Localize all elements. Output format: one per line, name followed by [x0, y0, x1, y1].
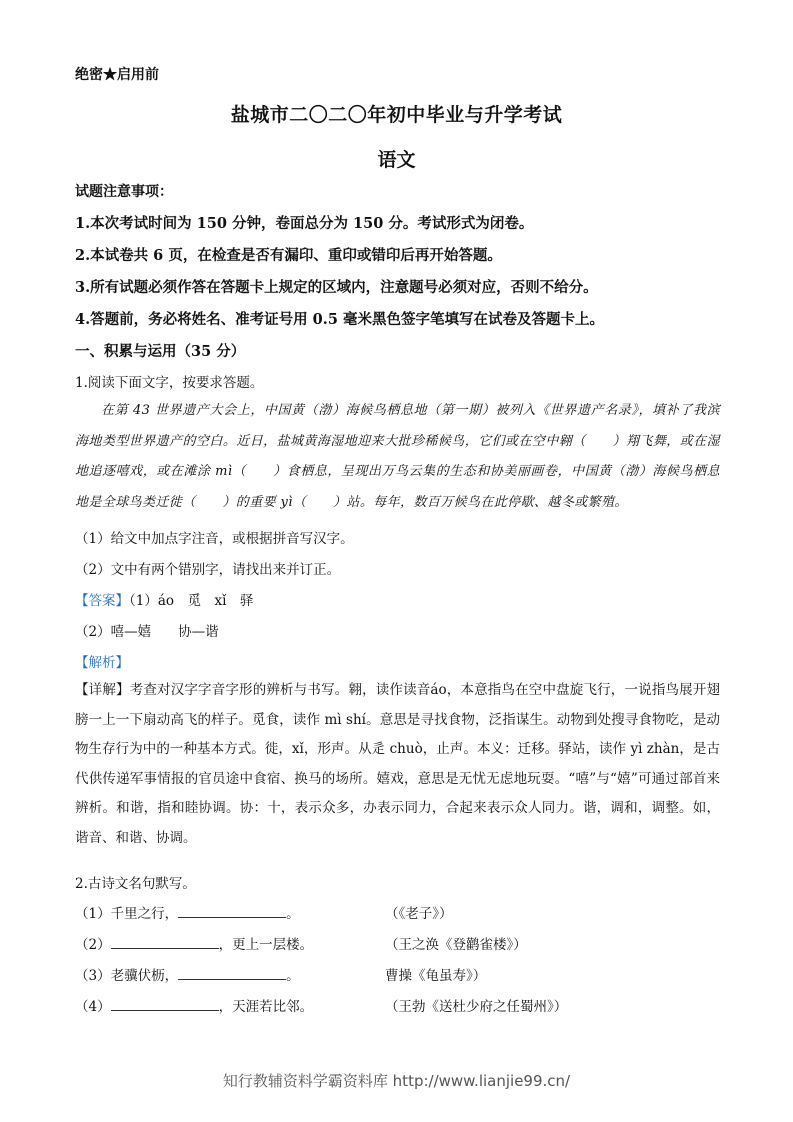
- line-text-after: ，更上一层楼。: [218, 937, 314, 953]
- line-number: （1）: [75, 906, 111, 922]
- answer-tag: 【答案】: [75, 593, 129, 609]
- recitation-line: [75, 933, 313, 953]
- question-1-passage: 在第 43 世界遗产大会上，中国黄（渤）海候鸟栖息地（第一期）被列入《世界遗产名录》，填补了我滨海地类型世界遗产的空白。近日，盐城黄海湿地迎来大批珍稀候鸟，它们或在空中翱（ ）翔飞舞，或在湿地追逐嘻戏，或在滩涂 mì（ ）食栖息，呈现出万鸟云集的生态和协美丽画卷，中国黄（渤）海候鸟栖息地是全球鸟类迁徙（ ）的重要 yì（ ）站。每年，数百万候鸟在此停歇、越冬或繁殖。: [75, 403, 720, 510]
- question-1-sub-2: （2）文中有两个错别字，请找出来并订正。: [75, 562, 341, 578]
- recitation-line: [75, 964, 300, 984]
- answer-blank[interactable]: [111, 936, 219, 949]
- subject-title: 语文: [377, 149, 416, 171]
- notice-heading: 试题注意事项：: [75, 184, 173, 200]
- line-text-before: 千里之行，: [110, 906, 179, 922]
- detail-analysis: [75, 676, 720, 853]
- notice-item: 3.所有试题必须作答在答题卡上规定的区域内，注意题号必须对应，否则不给分。: [75, 279, 598, 296]
- question-1-sub-1: （1）给文中加点字注音，或根据拼音写汉字。: [75, 531, 354, 547]
- line-source: （王之涣《登鹳雀楼》）: [385, 937, 527, 953]
- line-number: （3）: [75, 968, 111, 984]
- line-text-before: 老骥伏枥，: [110, 968, 179, 984]
- detail-tag: 【详解】: [75, 682, 130, 698]
- answer-blank[interactable]: [111, 998, 219, 1011]
- detail-text: 考查对汉字字音字形的辨析与书写。翱，读作读音áo，本意指鸟在空中盘旋飞行，一说指鸟展开翅膀一上一下扇动高飞的样子。觅食，读作 mì shí。意思是寻找食物，泛指谋生。动物到处搜寻食物吃，是动物生存行为中的一种基本方式。徙，xǐ，形声。从辵 chuò，止声。本义：迁移。驿站，读作 yì zhàn，是古代供传递军事情报的官员途中食宿、换马的场所。嬉戏，意思是无忧无虑地玩耍。“嘻”与“嬉”可通过部首来辨析。和谐，指和睦协调。协：十，表示众多，办表示同力，合起来表示众人同力。谐，调和，调整。如，谐音、和谐、协调。: [75, 682, 720, 846]
- notice-item: 4.答题前，务必将姓名、准考证号用 0.5 毫米黑色签字笔填写在试卷及答题卡上。: [75, 311, 604, 328]
- exam-title: 盐城市二〇二〇年初中毕业与升学考试: [230, 104, 563, 126]
- line-text-after: 。: [286, 906, 300, 922]
- line-number: （4）: [75, 999, 111, 1015]
- line-source: （《老子》）: [385, 906, 453, 922]
- line-source: （王勃《送杜少府之任蜀州》）: [385, 999, 568, 1015]
- notice-item: 2.本试卷共 6 页，在检查是否有漏印、重印或错印后再开始答题。: [75, 247, 502, 264]
- answer-line-1: [75, 589, 253, 609]
- question-2-stem: 2.古诗文名句默写。: [75, 876, 196, 892]
- line-text-after: 。: [286, 968, 300, 984]
- section-heading: 一、积累与运用（35 分）: [75, 343, 246, 360]
- recitation-line: [75, 995, 313, 1015]
- answer-2: （2）嘻—嬉 协—谐: [75, 624, 219, 640]
- confidential-label: 绝密★启用前: [75, 67, 159, 83]
- footer-link[interactable]: 知行教辅资料学霸资料库 http://www.lianjie99.cn/: [222, 1072, 571, 1090]
- analysis-tag: 【解析】: [75, 655, 129, 671]
- question-1-stem: 1.阅读下面文字，按要求答题。: [75, 375, 264, 391]
- recitation-line: [75, 902, 300, 922]
- notice-item: 1.本次考试时间为 150 分钟，卷面总分为 150 分。考试形式为闭卷。: [75, 215, 534, 232]
- answer-blank[interactable]: [178, 905, 286, 918]
- line-number: （2）: [75, 937, 111, 953]
- answer-1: （1）áo 觅 xǐ 驿: [129, 593, 254, 609]
- answer-blank[interactable]: [178, 967, 286, 980]
- line-text-after: ，天涯若比邻。: [218, 999, 314, 1015]
- line-source: 曹操《龟虽寿》）: [385, 968, 487, 984]
